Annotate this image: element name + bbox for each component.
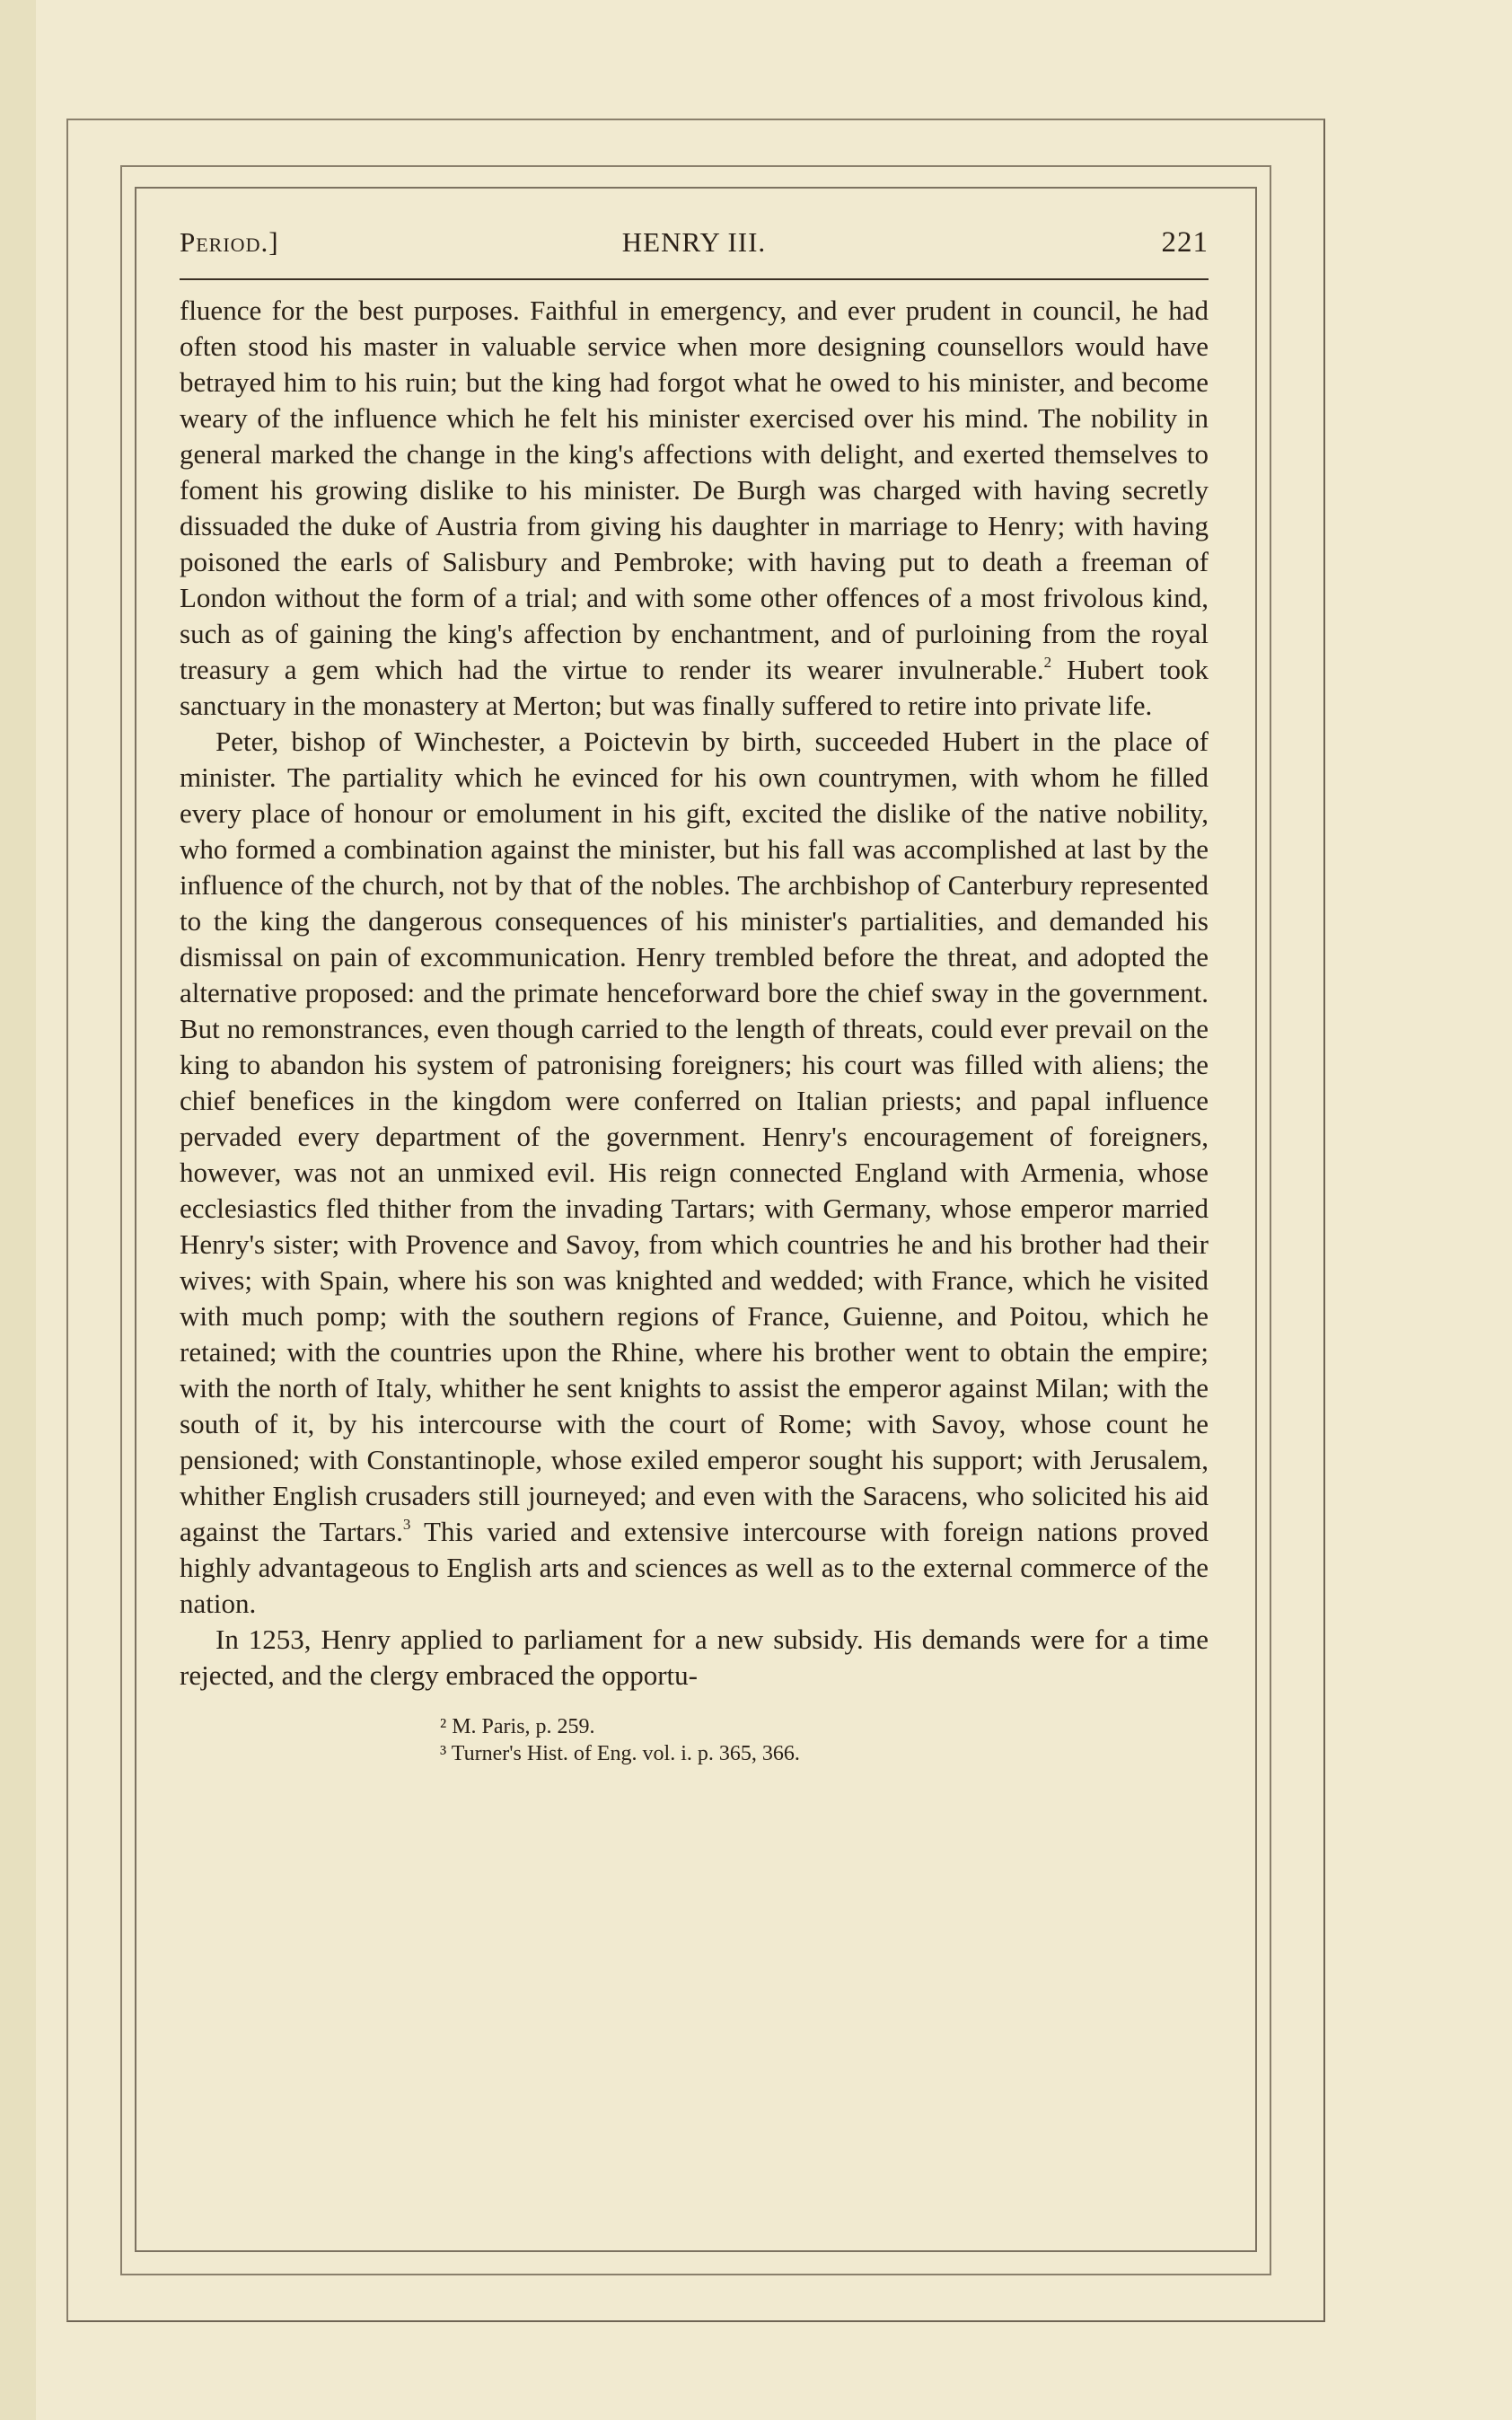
- footnote-text: Turner's Hist. of Eng. vol. i. p. 365, 366.: [446, 1742, 800, 1765]
- footnote-marker: 3: [402, 1516, 411, 1533]
- body-text: [180, 293, 1209, 1694]
- page-number: 221: [1161, 226, 1209, 259]
- header-period: Period.]: [180, 226, 279, 258]
- paragraph-text: In 1253, Henry applied to parliament for a new subsidy. His demands were for a time rejected, and the clergy embraced the opportu-: [180, 1624, 1209, 1691]
- paragraph-text: fluence for the best purposes. Faithful in emergency, and ever prudent in council, he had often stood his master in valuable service when more designing counsellors would have betrayed him to his ruin; but the king had forgot what he owed to his minister, and become weary of the influence which he felt his minister exercised over his mind. The nobility in general marked the change in the king's affections with delight, and exerted themselves to foment his growing dislike to his minister. De Burgh was charged with having secretly dissuaded the duke of Austria from giving his daughter in marriage to Henry; with having poisoned the earls of Salisbury and Pembroke; with having put to death a freeman of London without the form of a trial; and with some other offences of a most frivolous kind, such as of gaining the king's affection by enchantment, and of purloining from the royal treasury a gem which had the virtue to render its wearer invulnerable.: [180, 295, 1209, 685]
- page: [180, 216, 1209, 2191]
- running-header: [180, 216, 1209, 273]
- paragraph-text: Hubert took sanctuary in the monastery at Merton; but was finally suffered to retire into private life.: [180, 654, 1209, 721]
- paragraph: [180, 293, 1209, 724]
- header-title: HENRY III.: [621, 226, 767, 258]
- footnote-mark: ²: [440, 1715, 447, 1738]
- paragraph: [180, 724, 1209, 1622]
- paragraph: [180, 1622, 1209, 1694]
- paragraph-text: This varied and extensive intercourse with foreign nations proved highly advantageous to English arts and sciences as well as to the external commerce of the nation.: [180, 1516, 1209, 1619]
- header-rule: [180, 278, 1209, 280]
- footnote: [440, 1713, 1209, 1740]
- footnote-mark: ³: [440, 1742, 447, 1765]
- footnotes: [180, 1713, 1209, 1767]
- footnote-text: M. Paris, p. 259.: [446, 1715, 595, 1738]
- page-edge: [0, 0, 36, 2420]
- footnote: [440, 1740, 1209, 1767]
- paragraph-text: Peter, bishop of Winchester, a Poictevin by birth, succeeded Hubert in the place of minister. The partiality which he evinced for his own countrymen, with whom he filled every place of honour or emolument in his gift, excited the dislike of the native nobility, who formed a combination against the minister, but his fall was accomplished at last by the influence of the church, not by that of the nobles. The archbishop of Canterbury represented to the king the dangerous consequences of his minister's partialities, and demanded his dismissal on pain of excommunication. Henry trembled before the threat, and adopted the alternative proposed: and the primate henceforward bore the chief sway in the government. But no remonstrances, even though carried to the length of threats, could ever prevail on the king to abandon his system of patronising foreigners; his court was filled with aliens; the chief benefices in the kingdom were conferred on Italian priests; and papal influence pervaded every department of the government. Henry's encouragement of foreigners, however, was not an unmixed evil. His reign connected England with Armenia, whose ecclesiastics fled thither from the invading Tartars; with Germany, whose emperor married Henry's sister; with Provence and Savoy, from which countries he and his brother had their wives; with Spain, where his son was knighted and wedded; with France, which he visited with much pomp; with the southern regions of France, Guienne, and Poitou, which he retained; with the countries upon the Rhine, where his brother went to obtain the empire; with the north of Italy, whither he sent knights to assist the emperor against Milan; with the south of it, by his intercourse with the court of Rome; with Savoy, whose count he pensioned; with Constantinople, whose exiled emperor sought his support; with Jerusalem, whither English crusaders still journeyed; and even with the Saracens, who solicited his aid against the Tartars.: [180, 726, 1209, 1547]
- footnote-marker: 2: [1043, 654, 1052, 671]
